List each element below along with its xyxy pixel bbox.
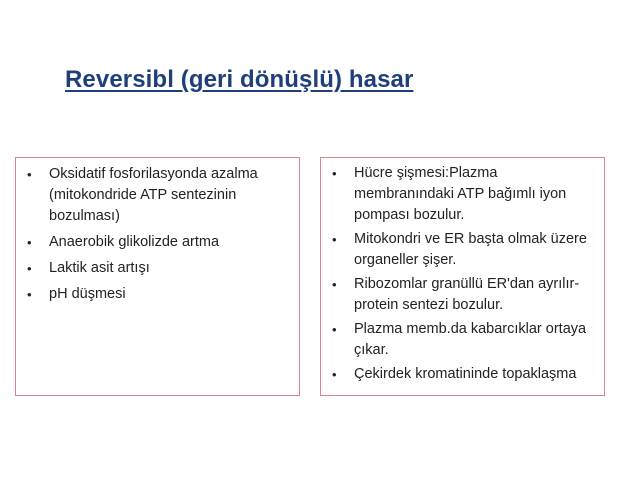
list-item-text: pH düşmesi <box>49 286 126 302</box>
list-item-text: Mitokondri ve ER başta olmak üzere organeller şişer. <box>354 231 587 268</box>
list-item-text: Oksidatif fosforilasyonda azalma (mitokondride ATP sentezinin bozulması) <box>49 166 258 224</box>
right-bullet-list <box>321 158 604 385</box>
bullet-icon: • <box>27 235 32 250</box>
list-item-text: Plazma memb.da kabarcıklar ortaya çıkar. <box>354 321 587 358</box>
bullet-icon: • <box>332 367 337 382</box>
slide-title: Reversibl (geri dönüşlü) hasar <box>65 66 414 93</box>
list-item <box>27 258 289 279</box>
right-text-box <box>320 157 605 396</box>
bullet-icon: • <box>332 232 337 247</box>
bullet-icon: • <box>332 166 337 181</box>
list-item <box>27 232 289 253</box>
list-item <box>332 229 594 271</box>
list-item <box>332 319 594 361</box>
list-item <box>27 284 289 305</box>
list-item-text: Anaerobik glikolizde artma <box>49 234 220 250</box>
left-bullet-list <box>16 158 299 305</box>
list-item <box>27 164 289 227</box>
list-item-text: Çekirdek kromatininde topaklaşma <box>354 366 577 382</box>
list-item <box>332 274 594 316</box>
bullet-icon: • <box>27 261 32 276</box>
bullet-icon: • <box>27 167 32 182</box>
list-item-text: Laktik asit artışı <box>49 260 150 276</box>
bullet-icon: • <box>27 287 32 302</box>
list-item-text: Hücre şişmesi:Plazma membranındaki ATP bağımlı iyon pompası bozulur. <box>354 165 567 223</box>
bullet-icon: • <box>332 277 337 292</box>
left-text-box <box>15 157 300 396</box>
list-item <box>332 163 594 226</box>
list-item-text: Ribozomlar granüllü ER'dan ayrılır- protein sentezi bozulur. <box>354 276 580 313</box>
list-item <box>332 364 594 385</box>
bullet-icon: • <box>332 322 337 337</box>
